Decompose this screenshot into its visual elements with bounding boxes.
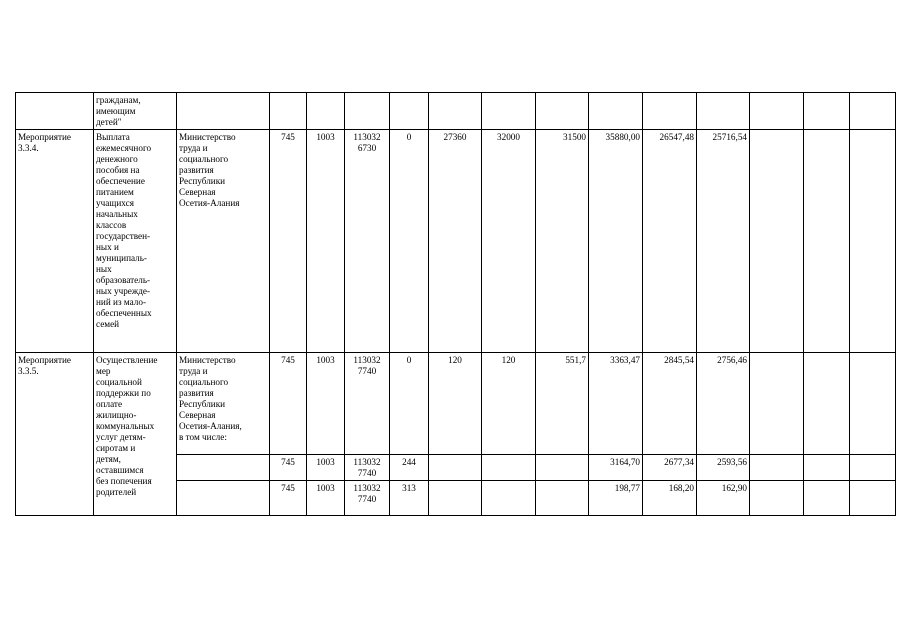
value-cell <box>536 455 589 481</box>
executor-cell: Министерство труда и социального развития Республики Северная Осетия-Алания <box>177 130 270 353</box>
executor-cell: Министерство труда и социального развития Республики Северная Осетия-Алания, в том числе: <box>177 353 270 455</box>
value-cell: 3164,70 <box>589 455 643 481</box>
rz-cell: 1003 <box>307 130 345 353</box>
vr-cell: 0 <box>390 353 429 455</box>
rz-cell: 1003 <box>307 353 345 455</box>
vr-cell: 244 <box>390 455 429 481</box>
table-row <box>16 93 896 130</box>
value-cell: 3363,47 <box>589 353 643 455</box>
measure-cell <box>16 93 94 130</box>
value-cell: 2756,46 <box>697 353 750 455</box>
value-cell <box>643 93 697 130</box>
value-cell <box>429 481 482 516</box>
measure-cell: Мероприятие 3.3.5. <box>16 353 94 516</box>
value-cell <box>482 93 536 130</box>
value-cell <box>697 93 750 130</box>
value-cell: 2845,54 <box>643 353 697 455</box>
value-cell: 120 <box>482 353 536 455</box>
value-cell <box>429 93 482 130</box>
budget-table <box>15 92 896 516</box>
value-cell: 120 <box>429 353 482 455</box>
empty-cell <box>750 481 804 516</box>
value-cell: 2677,34 <box>643 455 697 481</box>
rz-cell <box>307 93 345 130</box>
vr-cell <box>390 93 429 130</box>
empty-cell <box>804 130 850 353</box>
value-cell: 31500 <box>536 130 589 353</box>
empty-cell <box>850 455 896 481</box>
value-cell: 27360 <box>429 130 482 353</box>
table-row <box>16 130 896 353</box>
grbs-cell: 745 <box>270 455 307 481</box>
description-cell: гражданам, имеющим детей" <box>94 93 177 130</box>
value-cell <box>482 455 536 481</box>
value-cell: 168,20 <box>643 481 697 516</box>
rz-cell: 1003 <box>307 481 345 516</box>
empty-cell <box>850 130 896 353</box>
rz-cell: 1003 <box>307 455 345 481</box>
executor-cell <box>177 455 270 481</box>
vr-cell: 0 <box>390 130 429 353</box>
csr-cell: 113032 7740 <box>345 481 390 516</box>
table-row <box>16 353 896 455</box>
csr-cell: 113032 7740 <box>345 455 390 481</box>
empty-cell <box>804 353 850 455</box>
empty-cell <box>850 353 896 455</box>
grbs-cell: 745 <box>270 353 307 455</box>
value-cell <box>536 93 589 130</box>
description-cell: Выплата ежемесячного денежного пособия на обеспечение питанием учащихся начальных классов государствен- ных и муниципаль- ных образователь- ных учрежде- ний из мало- обеспеченных семей <box>94 130 177 353</box>
value-cell <box>429 455 482 481</box>
empty-cell <box>804 481 850 516</box>
value-cell <box>482 481 536 516</box>
empty-cell <box>804 455 850 481</box>
empty-cell <box>804 93 850 130</box>
empty-cell <box>850 481 896 516</box>
empty-cell <box>750 455 804 481</box>
value-cell: 2593,56 <box>697 455 750 481</box>
csr-cell <box>345 93 390 130</box>
value-cell: 551,7 <box>536 353 589 455</box>
value-cell: 25716,54 <box>697 130 750 353</box>
empty-cell <box>750 130 804 353</box>
value-cell: 35880,00 <box>589 130 643 353</box>
value-cell <box>536 481 589 516</box>
executor-cell <box>177 93 270 130</box>
executor-cell <box>177 481 270 516</box>
csr-cell: 113032 7740 <box>345 353 390 455</box>
csr-cell: 113032 6730 <box>345 130 390 353</box>
empty-cell <box>750 93 804 130</box>
value-cell <box>589 93 643 130</box>
value-cell: 198,77 <box>589 481 643 516</box>
value-cell: 26547,48 <box>643 130 697 353</box>
measure-cell: Мероприятие 3.3.4. <box>16 130 94 353</box>
grbs-cell: 745 <box>270 481 307 516</box>
value-cell: 162,90 <box>697 481 750 516</box>
description-cell: Осуществление мер социальной поддержки по оплате жилищно- коммунальных услуг детям- сиротам и детям, оставшимся без попечения родителей <box>94 353 177 516</box>
grbs-cell <box>270 93 307 130</box>
value-cell: 32000 <box>482 130 536 353</box>
grbs-cell: 745 <box>270 130 307 353</box>
vr-cell: 313 <box>390 481 429 516</box>
empty-cell <box>750 353 804 455</box>
empty-cell <box>850 93 896 130</box>
